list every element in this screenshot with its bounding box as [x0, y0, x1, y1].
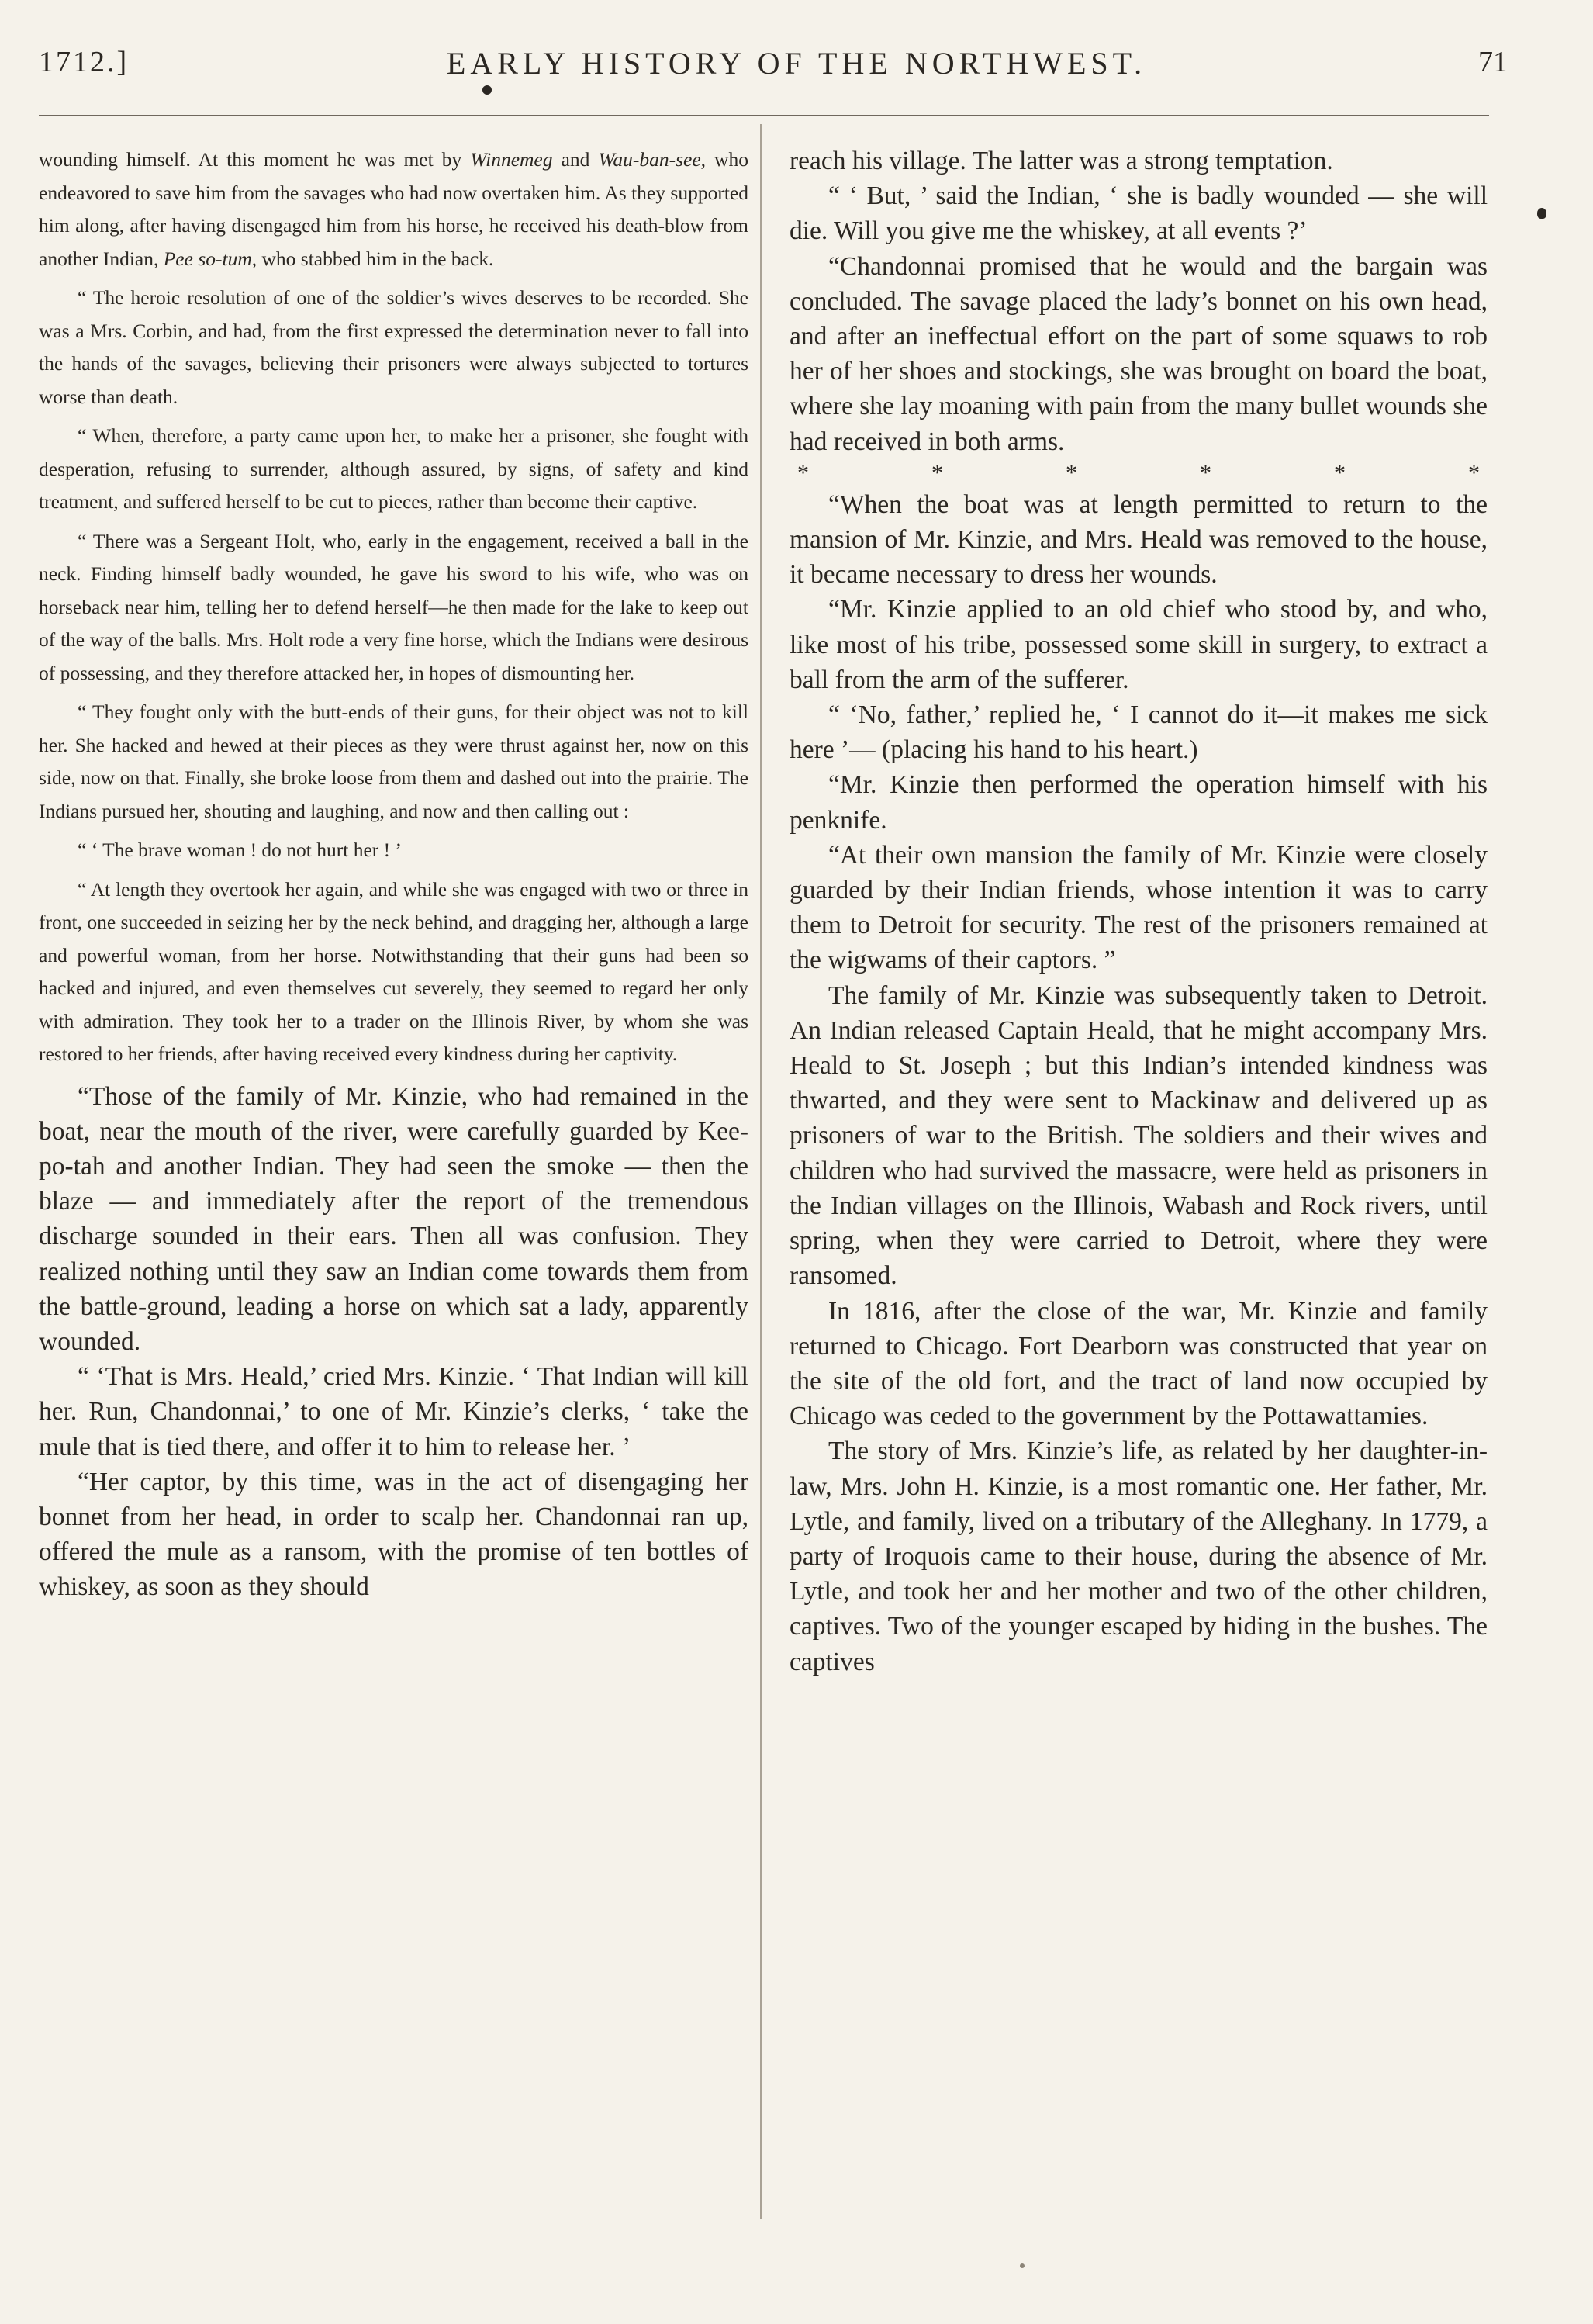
- right-paragraph-9: The family of Mr. Kinzie was subsequently taken to Detroit. An Indian released Captain Heald, that he might accompany Mrs. Heald to St. Joseph ; but this Indian’s intended kindness was thwarted, and they were sent to Mackinaw and delivered up as prisoners of war to the British. The soldiers and their wives and children who had survived the massacre, were held as prisoners in the Indian villages on the Illinois, Wabash and Rock rivers, until spring, when they were carried to Detroit, where they were ransomed.: [790, 980, 1488, 1291]
- star: *: [931, 459, 943, 486]
- section-break-stars: [790, 459, 1488, 487]
- left-paragraph-10: “Her captor, by this time, was in the act of disengaging her bonnet from her head, in order to scalp her. Chandonnai ran up, offered the mule as a ransom, with the promise of ten bottles of whiskey, as soon as they should: [39, 1467, 748, 1602]
- left-paragraph-4: “ There was a Sergeant Holt, who, early in the engagement, received a ball in the neck. Finding himself badly wounded, he gave his sword to his wife, who was on horseback near him, telling her to defend herself—he then made for the lake to keep out of the way of the balls. Mrs. Holt rode a very fine horse, which the Indians were desirous of possessing, and they therefore attacked her, in hopes of dismounting her.: [39, 529, 748, 684]
- right-paragraph-8: “At their own mansion the family of Mr. Kinzie were closely guarded by their Indian friends, whose intention it was to carry them to Detroit for security. The rest of the prisoners remained at the wigwams of their captors. ”: [790, 840, 1488, 975]
- right-paragraph-4: “When the boat was at length permitted to return to the mansion of Mr. Kinzie, and Mrs. Heald was removed to the house, it became necessary to dress her wounds.: [790, 489, 1488, 590]
- star: *: [1468, 459, 1480, 486]
- star: *: [1334, 459, 1346, 486]
- page-title: EARLY HISTORY OF THE NORTHWEST.: [446, 46, 1147, 81]
- left-paragraph-9: “ ‘That is Mrs. Heald,’ cried Mrs. Kinzie. ‘ That Indian will kill her. Run, Chandonnai,’ to one of Mr. Kinzie’s clerks, ‘ take the mule that is tied there, and offer it to him to release her. ’: [39, 1362, 748, 1461]
- left-paragraph-6: “ ‘ The brave woman ! do not hurt her ! ’: [78, 839, 403, 861]
- left-column: [39, 144, 748, 1605]
- right-paragraph-1: reach his village. The latter was a strong temptation.: [790, 147, 1333, 175]
- star: *: [1066, 459, 1077, 486]
- right-paragraph-2: “ ‘ But, ’ said the Indian, ‘ she is badly wounded — she will die. Will you give me the whiskey, at all events ?’: [790, 182, 1488, 246]
- header-rule: [39, 115, 1489, 116]
- star: *: [1200, 459, 1211, 486]
- header-ornament: [482, 85, 492, 95]
- running-header: [39, 45, 1554, 92]
- name-pee-so-tum: Pee so-tum,: [163, 247, 257, 270]
- footer-speck: [1020, 2263, 1025, 2268]
- column-divider: [760, 124, 762, 2219]
- right-paragraph-6: “ ‘No, father,’ replied he, ‘ I cannot do it—it makes me sick here ’— (placing his hand to his heart.): [790, 700, 1488, 765]
- margin-mark: [1537, 208, 1546, 219]
- right-paragraph-5: “Mr. Kinzie applied to an old chief who stood by, and who, like most of his tribe, possessed some skill in surgery, to extract a ball from the arm of the sufferer.: [790, 595, 1488, 694]
- page-number: 71: [1478, 46, 1508, 78]
- right-paragraph-10: In 1816, after the close of the war, Mr. Kinzie and family returned to Chicago. Fort Dearborn was constructed that year on the site of the old fort, and the tract of land now occupied by Chicago was ceded to the government by the Pottawattamies.: [790, 1296, 1488, 1431]
- left-paragraph-5: “ They fought only with the butt-ends of their guns, for their object was not to kill her. She hacked and hewed at their pieces as they were thrust against her, now on this side, now on that. Finally, she broke loose from them and dashed out into the prairie. The Indians pursued her, shouting and laughing, and now and then calling out :: [39, 700, 748, 822]
- star: *: [797, 459, 809, 486]
- right-paragraph-3: “Chandonnai promised that he would and the bargain was concluded. The savage placed the lady’s bonnet on his own head, and after an ineffectual effort on the part of some squaws to rob her of her shoes and stockings, she was brought on board the boat, where she lay moaning with pain from the many bullet wounds she had received in both arms.: [790, 251, 1488, 456]
- right-paragraph-7: “Mr. Kinzie then performed the operation himself with his penknife.: [790, 770, 1488, 835]
- header-year: 1712.]: [39, 46, 130, 78]
- left-paragraph-8: “Those of the family of Mr. Kinzie, who had remained in the boat, near the mouth of the river, were carefully guarded by Kee-po-tah and another Indian. They had seen the smoke — then the blaze — and immediately after the report of the tremendous discharge sounded in their ears. Then all was confusion. They realized nothing until they saw an Indian come towards them from the battle-ground, leading a horse on which sat a lady, apparently wounded.: [39, 1081, 748, 1356]
- right-paragraph-11: The story of Mrs. Kinzie’s life, as related by her daughter-in-law, Mrs. John H. Kinzie, is a most romantic one. Her father, Mr. Lytle, and family, lived on a tributary of the Alleghany. In 1779, a party of Iroquois came to their house, during the absence of Mr. Lytle, and took her and her mother and two of the other children, captives. Two of the younger escaped by hiding in the bushes. The captives: [790, 1437, 1488, 1676]
- name-winnemeg: Winnemeg: [470, 148, 553, 171]
- left-paragraph-1: wounding himself. At this moment he was met by Winnemeg and Wau-ban-see, who endeavored to save him from the savages who had now overtaken him. As they supported him along, after having disengaged him from his horse, he received his death-blow from another Indian, Pee so-tum, who stabbed him in the back.: [39, 148, 748, 270]
- right-column: [790, 144, 1488, 1679]
- left-paragraph-3: “ When, therefore, a party came upon her, to make her a prisoner, she fought with desperation, refusing to surrender, although assured, by signs, of safety and kind treatment, and suffered herself to be cut to pieces, rather than become their captive.: [39, 424, 748, 513]
- left-paragraph-7: “ At length they overtook her again, and while she was engaged with two or three in front, one succeeded in seizing her by the neck behind, and dragging her, although a large and powerful woman, from her horse. Notwithstanding that their guns had been so hacked and injured, and even themselves cut severely, they seemed to regard her only with admiration. They took her to a trader on the Illinois River, by whom she was restored to her friends, after having received every kindness during her captivity.: [39, 877, 748, 1065]
- left-paragraph-2: “ The heroic resolution of one of the soldier’s wives deserves to be recorded. She was a Mrs. Corbin, and had, from the first expressed the determination never to fall into the hands of the savages, believing their prisoners were always subjected to tortures worse than death.: [39, 286, 748, 408]
- name-wau-ban-see: Wau-ban-see,: [598, 148, 707, 171]
